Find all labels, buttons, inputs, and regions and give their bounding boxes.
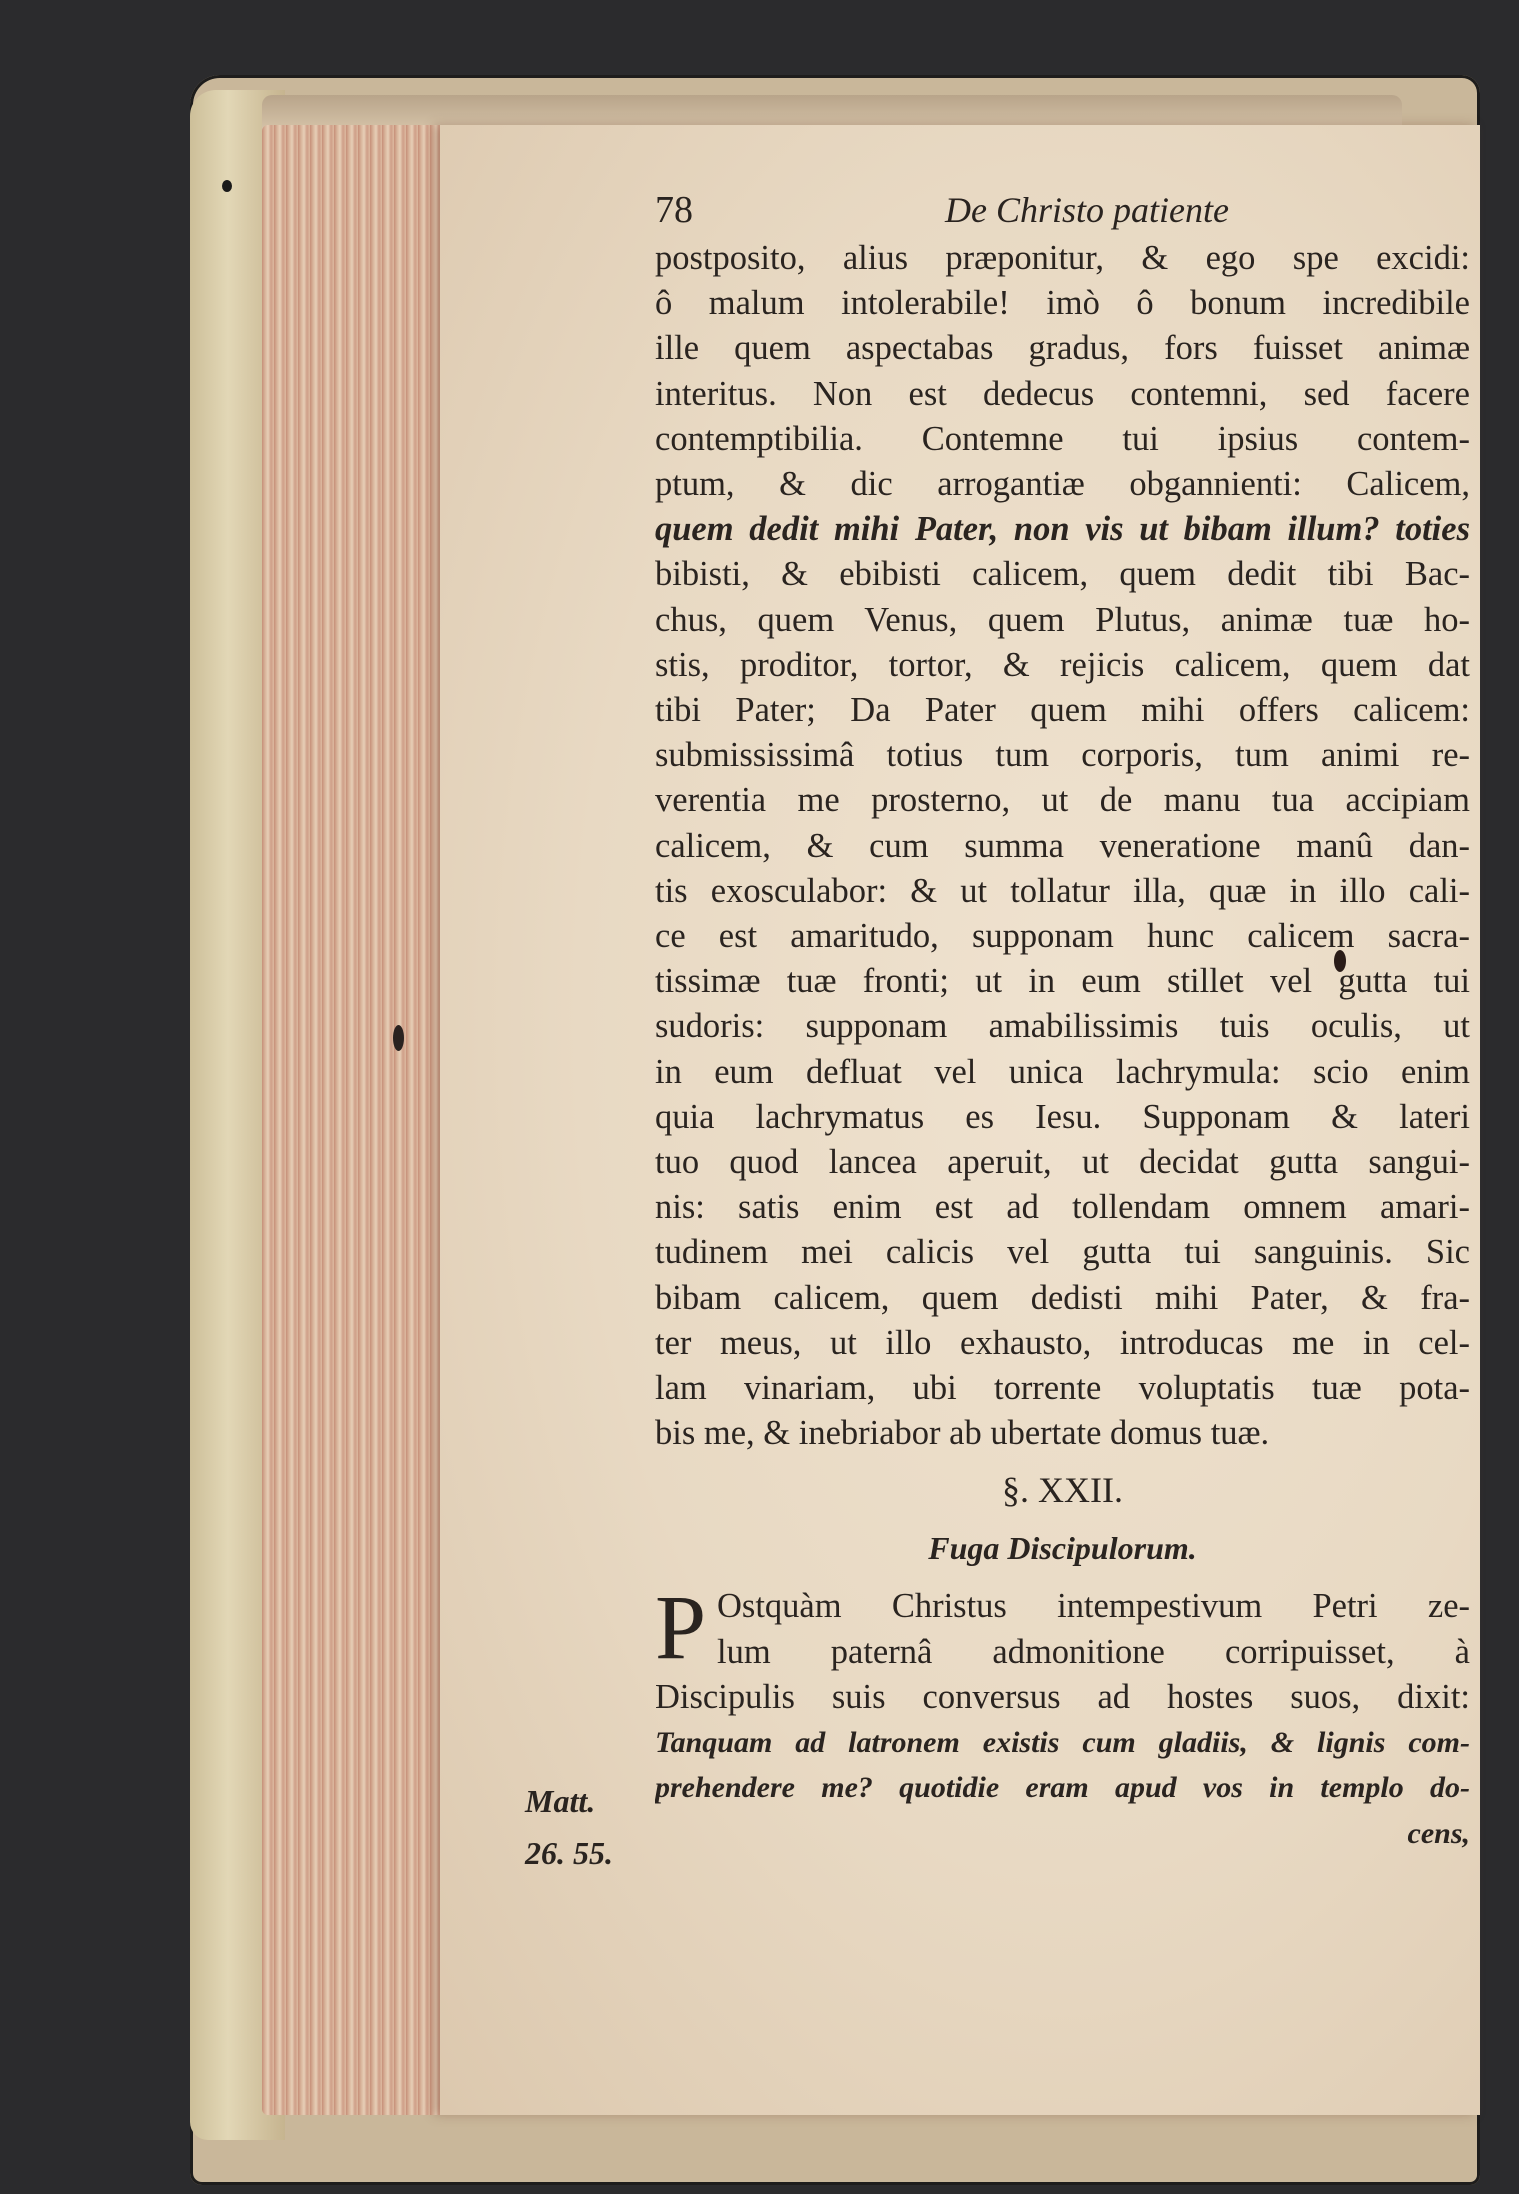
- text-line: tudinem mei calicis vel gutta tui sanguinis. Sic: [655, 1233, 1470, 1272]
- text-line: ce est amaritudo, supponam hunc calicem sacra-: [655, 917, 1470, 956]
- text-line: tissimæ tuæ fronti; ut in eum stillet vel gutta tui: [655, 962, 1470, 1001]
- text-line: sudoris: supponam amabilissimis tuis oculis, ut: [655, 1007, 1470, 1046]
- text-line: in eum defluat vel unica lachrymula: scio enim: [655, 1052, 1470, 1091]
- text-line: contemptibilia. Contemne tui ipsius contem-: [655, 419, 1470, 458]
- body-paragraph: [655, 1576, 1470, 1855]
- text-line: bibisti, & ebibisti calicem, quem dedit tibi Bac-: [655, 555, 1470, 594]
- drop-capital: P: [655, 1576, 707, 1679]
- margin-reference-book: Matt.: [525, 1783, 596, 1819]
- text-line: nis: satis enim est ad tollendam omnem amari-: [655, 1188, 1470, 1227]
- binding-hole: [222, 180, 232, 192]
- text-line: tis exosculabor: & ut tollatur illa, quæ in illo cali-: [655, 871, 1470, 910]
- section-number: §. XXII.: [1002, 1470, 1123, 1511]
- text-line: ô malum intolerabile! imò ô bonum incredibile: [655, 284, 1470, 323]
- text-line: ptum, & dic arrogantiæ obgannienti: Calicem,: [655, 465, 1470, 504]
- text-line: postposito, alius præponitur, & ego spe excidi:: [655, 239, 1470, 277]
- text-line: tibi Pater; Da Pater quem mihi offers calicem:: [655, 691, 1470, 730]
- section-title: Fuga Discipulorum.: [928, 1530, 1197, 1567]
- text-line: interitus. Non est dedecus contemni, sed facere: [655, 374, 1470, 413]
- text-line: Ostquàm Christus intempestivum Petri ze-: [717, 1587, 1470, 1626]
- text-line: tuo quod lancea aperuit, ut decidat gutta sangui-: [655, 1143, 1470, 1182]
- text-line-italic: Tanquam ad latronem existis cum gladiis, & lignis com-: [655, 1726, 1470, 1760]
- catchword: cens,: [1407, 1816, 1470, 1850]
- page-number: 78: [655, 189, 693, 231]
- body-paragraph: [655, 236, 1470, 1456]
- text-line: chus, quem Venus, quem Plutus, animæ tuæ ho-: [655, 600, 1470, 639]
- page-fore-edge: [262, 125, 452, 2115]
- text-line: quia lachrymatus es Iesu. Supponam & lateri: [655, 1097, 1470, 1136]
- text-line: bis me, & inebriabor ab ubertate domus tuæ.: [655, 1414, 1270, 1453]
- text-line: stis, proditor, tortor, & rejicis calicem, quem dat: [655, 645, 1470, 684]
- text-line: submississimâ totius tum corporis, tum animi re-: [655, 736, 1470, 775]
- margin-reference-verse: 26. 55.: [525, 1835, 613, 1871]
- text-line: verentia me prosterno, ut de manu tua accipiam: [655, 781, 1470, 820]
- text-line: ter meus, ut illo exhausto, introducas me in cel-: [655, 1323, 1470, 1362]
- ink-spot: [393, 1025, 404, 1051]
- text-line: bibam calicem, quem dedisti mihi Pater, & fra-: [655, 1278, 1470, 1317]
- text-line: lum paternâ admonitione corripuisset, à: [717, 1632, 1470, 1671]
- text-line: lam vinariam, ubi torrente voluptatis tuæ pota-: [655, 1369, 1470, 1408]
- running-head: De Christo patiente: [945, 190, 1229, 230]
- text-line-italic: quem dedit mihi Pater, non vis ut bibam illum? toties: [655, 510, 1470, 549]
- page-header: [655, 180, 1470, 236]
- text-line: Discipulis suis conversus ad hostes suos, dixit:: [655, 1677, 1470, 1716]
- text-line: ille quem aspectabas gradus, fors fuisset animæ: [655, 329, 1470, 368]
- text-line-italic: prehendere me? quotidie eram apud vos in templo do-: [655, 1771, 1470, 1805]
- margin-reference: [525, 1775, 613, 1879]
- text-column: [655, 180, 1470, 1856]
- text-line: calicem, & cum summa veneratione manû dan-: [655, 826, 1470, 865]
